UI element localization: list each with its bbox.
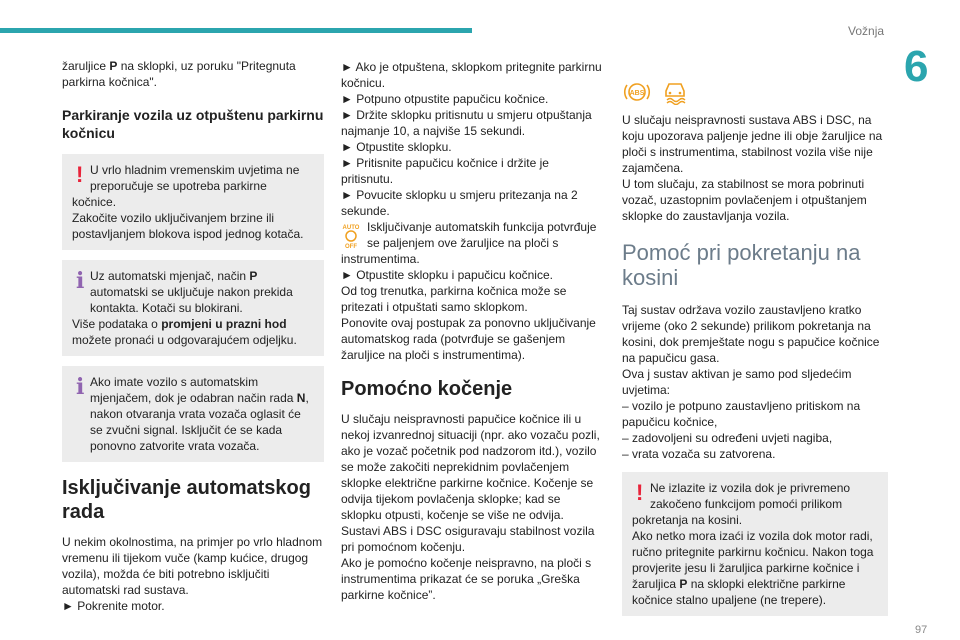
- heading-pomoc-pokretanje: Pomoć pri pokretanju na kosini: [622, 240, 861, 290]
- paragraph: U tom slučaju, za stabilnost se mora pobrinuti vozač, uzastopnim povlačenjem i otpuštanjem sklopke do zaustavljanja vozila.: [622, 177, 867, 223]
- heading-parkiranje: Parkiranje vozila uz otpuštenu parkirnu kočnicu: [62, 107, 324, 141]
- info-icon: i: [76, 268, 85, 294]
- paragraph: Ova j sustav aktivan je samo pod sljedećim uvjetima:: [622, 367, 852, 397]
- step: ► Držite sklopku pritisnutu u smjeru otpuštanja najmanje 10, a najviše 15 sekundi.: [341, 108, 592, 138]
- step: ► Potpuno otpustite papučicu kočnice.: [341, 92, 549, 106]
- step: ► Povucite sklopku u smjeru pritezanja na 2 sekunde.: [341, 188, 578, 218]
- paragraph: Ako je pomoćno kočenje neispravno, na ploči s instrumentima prikazat će se poruka „Greška parkirne kočnice”.: [341, 556, 592, 602]
- step: ► Ako je otpuštena, sklopkom pritegnite parkirnu kočnicu.: [341, 60, 602, 90]
- svg-text:OFF: OFF: [345, 244, 357, 249]
- column-3: [622, 78, 888, 626]
- paragraph: Od tog trenutka, parkirna kočnica može se pritezati i otpuštati samo sklopkom.: [341, 284, 567, 314]
- heading-iskljucivanje: Isključivanje automatskog rada: [62, 477, 311, 523]
- header-accent-bar: [0, 28, 472, 33]
- auto-off-icon: [341, 221, 361, 249]
- info-box: i Ako imate vozilo s automatskim mjenjačem, dok je odabran način rada N, nakon otvaranja vrata vozača oglasit će se zvučni signal. Isključit će se kada ponovno zatvorite vrata vozača.: [62, 366, 324, 462]
- warning-box: ! Ne izlazite iz vozila dok je privremeno zakočeno funkcijom pomoći prilikom pokretanja na kosini. Ako netko mora izaći iz vozila dok motor radi, ručno pritegnite parkirnu kočnicu. Nakon toga provjerite jesu li žaruljica parkirne kočnice i žaruljica P na sklopki električne parkirne kočnice stalno upaljene (ne trepere).: [622, 472, 888, 616]
- dsc-warning-icon: [660, 79, 690, 105]
- section-title: Vožnja: [848, 24, 885, 38]
- heading-pomocno-kocenje: Pomoćno kočenje: [341, 378, 513, 400]
- paragraph: U slučaju neispravnosti papučice kočnice ili u nekoj izvanrednoj situaciji (npr. ako vozaču pozli, ako je vozač početnik pod nadzorom itd.), vozilo se može zakočiti neprekidnim povlačenjem sklopke električne parkirne kočnice. Kočenje se odvija tijekom povlačenja sklopke; kad se sklopku otpusti, kočenje se više ne odvija.: [341, 412, 600, 522]
- column-1: [62, 58, 324, 614]
- svg-text:ABS: ABS: [629, 90, 645, 97]
- svg-text:AUTO: AUTO: [342, 225, 360, 231]
- paragraph: Ponovite ovaj postupak za ponovno uključivanje automatskog rada (potvrđuje se gašenjem žaruljice na ploči s instrumentima).: [341, 316, 596, 362]
- list-item: – vrata vozača su zatvorena.: [622, 447, 776, 461]
- column-2: [341, 59, 603, 603]
- list-item: – zadovoljeni su određeni uvjeti nagiba,: [622, 431, 833, 445]
- info-box: i Uz automatski mjenjač, način P automatski se uključuje nakon prekida kontakta. Kotači su blokirani. Više podataka o promjeni u prazni hod možete pronaći u odgovarajućem odjeljku.: [62, 260, 324, 356]
- paragraph: U slučaju neispravnosti sustava ABS i DSC, na koju upozorava paljenje jedne ili obje žaruljice na ploči s instrumentima, stabilnost vozila više nije zajamčena.: [622, 113, 883, 175]
- paragraph: U nekim okolnostima, na primjer po vrlo hladnom vremenu ili tijekom vuče (kamp kućice, drugog vozila), možda će biti potrebno isključiti automatski rad sustava.: [62, 535, 323, 597]
- auto-off-note: AUTO OFF Isključivanje automatskih funkcija potvrđuje se paljenjem ove žaruljice na ploči s instrumentima.: [341, 220, 597, 266]
- step: ► Otpustite sklopku i papučicu kočnice.: [341, 268, 553, 282]
- step: ► Pritisnite papučicu kočnice i držite je pritisnutu.: [341, 156, 549, 186]
- step: ► Otpustite sklopku.: [341, 140, 452, 154]
- list-item: – vozilo je potpuno zaustavljeno pritiskom na papučicu kočnice,: [622, 399, 861, 429]
- warning-box: ! U vrlo hladnim vremenskim uvjetima ne preporučuje se upotreba parkirne kočnice. Zakočite vozilo uključivanjem brzine ili postavljanjem blokova ispod jednog kotača.: [62, 154, 324, 250]
- paragraph: žaruljice P na sklopki, uz poruku "Pritegnuta parkirna kočnica".: [62, 59, 296, 89]
- page-number: 97: [915, 624, 928, 636]
- step: ► Pokrenite motor.: [62, 599, 165, 613]
- warning-icon: !: [76, 162, 84, 187]
- warning-icon: !: [636, 480, 644, 505]
- info-icon: i: [76, 374, 85, 400]
- warning-lamps: [622, 78, 888, 106]
- paragraph: Sustavi ABS i DSC osiguravaju stabilnost vozila pri pomoćnom kočenju.: [341, 524, 595, 554]
- chapter-number: 6: [904, 42, 929, 91]
- paragraph: Taj sustav održava vozilo zaustavljeno kratko vrijeme (oko 2 sekunde) prilikom pokretanja na kosini, dok premještate nogu s papučice kočnice na papučicu gasa.: [622, 303, 880, 365]
- abs-warning-icon: [622, 80, 652, 104]
